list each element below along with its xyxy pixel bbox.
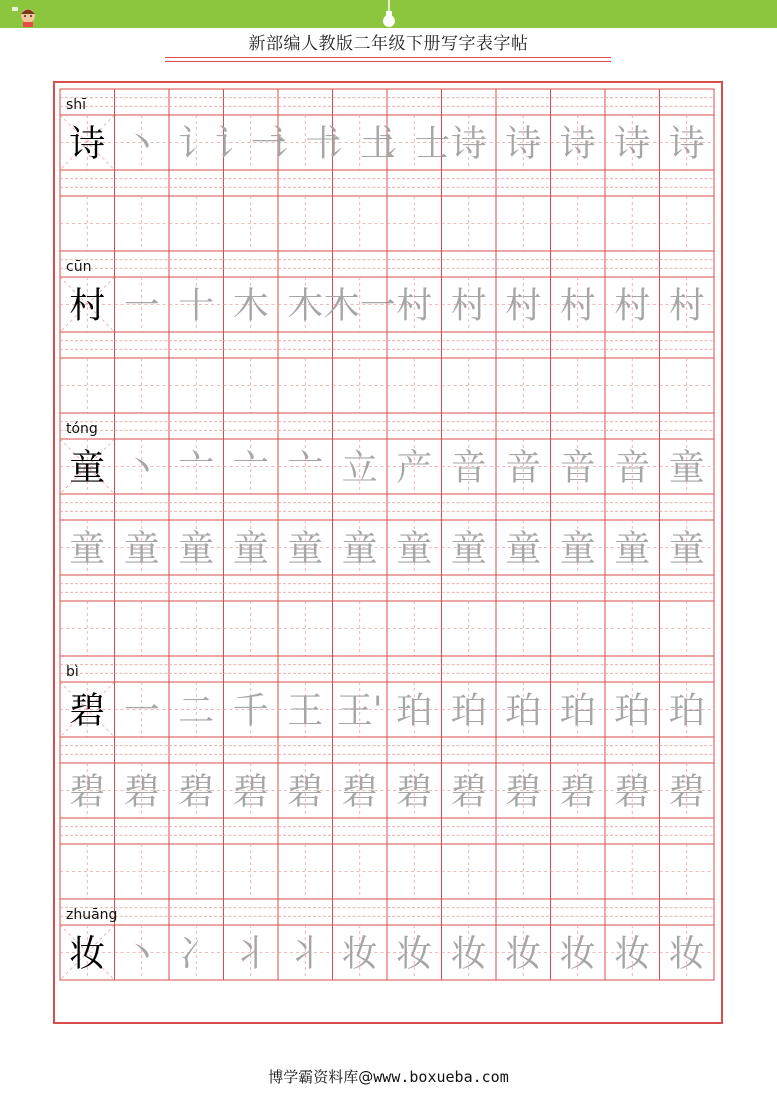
pinyin-label: tóng [66, 421, 98, 437]
practice-cell [278, 358, 333, 413]
stroke-step-character: 音 [505, 447, 542, 489]
model-character: 村 [69, 285, 106, 327]
practice-cell [278, 844, 333, 899]
practice-cell [387, 196, 442, 251]
stroke-step-character: 珀 [450, 690, 487, 732]
practice-cell [442, 196, 497, 251]
stroke-step-character: 木一 [323, 285, 396, 327]
pinyin-row [60, 575, 714, 601]
practice-cell [660, 196, 715, 251]
page-title: 新部编人教版二年级下册写字表字帖 [248, 34, 529, 54]
practice-cell [60, 844, 115, 899]
stroke-step-character: 讠十 [269, 123, 342, 165]
practice-cell [442, 358, 497, 413]
stroke-step-character: 冫 [178, 933, 215, 975]
practice-cell [660, 844, 715, 899]
practice-cell [224, 358, 279, 413]
stroke-step-character: 童 [668, 447, 705, 489]
stroke-step-character: 妆 [614, 933, 651, 975]
stroke-step-character: 童 [396, 528, 433, 570]
pinyin-row [60, 737, 714, 763]
practice-cell [60, 358, 115, 413]
stroke-step-character: 诗 [505, 123, 542, 165]
stroke-step-character: 木 [232, 285, 269, 327]
stroke-step-character: 王' [336, 690, 383, 732]
model-character: 诗 [69, 123, 106, 165]
pinyin-row [60, 818, 714, 844]
pinyin-row [60, 656, 714, 682]
pinyin-row [60, 413, 714, 439]
practice-cell [333, 358, 388, 413]
stroke-step-character: 碧 [123, 771, 160, 813]
pinyin-label: bì [66, 664, 79, 680]
stroke-step-character: 童 [668, 528, 705, 570]
stroke-step-character: 珀 [559, 690, 596, 732]
stroke-step-character: 产 [396, 447, 433, 489]
stroke-step-character: 碧 [614, 771, 651, 813]
practice-cell [605, 844, 660, 899]
practice-cell [387, 844, 442, 899]
practice-cell [333, 601, 388, 656]
stroke-step-character: 一 [123, 285, 160, 327]
stroke-step-character: 立 [341, 447, 378, 489]
model-character: 碧 [69, 690, 106, 732]
stroke-step-character: 妆 [505, 933, 542, 975]
stroke-step-character: 讠一 [214, 123, 287, 165]
stroke-step-character: 音 [614, 447, 651, 489]
mascot-icon [8, 3, 42, 27]
footer-source: 博学霸资料库@ [268, 1068, 374, 1086]
stroke-step-character: 丬 [287, 933, 324, 975]
stroke-step-character: 亠 [178, 447, 215, 489]
stroke-step-character: 碧 [232, 771, 269, 813]
practice-cell [605, 601, 660, 656]
lightbulb-icon [380, 0, 398, 30]
stroke-step-character: 碧 [559, 771, 596, 813]
stroke-step-character: 亠 [287, 447, 324, 489]
stroke-step-character: 丶 [123, 447, 160, 489]
practice-cell [660, 601, 715, 656]
stroke-step-character: 童 [232, 528, 269, 570]
practice-cell [278, 601, 333, 656]
stroke-step-character: 一 [123, 690, 160, 732]
practice-cell [60, 196, 115, 251]
model-character: 妆 [69, 933, 106, 975]
stroke-step-character: 珀 [396, 690, 433, 732]
stroke-step-character: 童 [559, 528, 596, 570]
pinyin-label: cūn [66, 259, 92, 275]
stroke-step-character: 碧 [668, 771, 705, 813]
pinyin-row [60, 899, 714, 925]
stroke-step-character: 村 [559, 285, 596, 327]
stroke-step-character: 讠 [178, 123, 215, 165]
practice-cell [115, 601, 170, 656]
stroke-step-character: 碧 [450, 771, 487, 813]
stroke-step-character: 童 [614, 528, 651, 570]
model-character: 童 [69, 447, 106, 489]
stroke-step-character: 妆 [559, 933, 596, 975]
practice-cell [115, 358, 170, 413]
practice-cell [224, 601, 279, 656]
stroke-step-character: 丬 [232, 933, 269, 975]
stroke-step-character: 妆 [396, 933, 433, 975]
stroke-step-character: 讠土 [323, 123, 396, 165]
practice-cell [442, 601, 497, 656]
practice-sheet [53, 81, 723, 1024]
stroke-step-character: 丶 [123, 123, 160, 165]
practice-cell [278, 196, 333, 251]
stroke-step-character: 千 [232, 690, 269, 732]
stroke-step-character: 童 [123, 528, 160, 570]
practice-cell [333, 196, 388, 251]
practice-cell [224, 844, 279, 899]
pinyin-row [60, 494, 714, 520]
practice-cell [551, 196, 606, 251]
stroke-step-character: 碧 [505, 771, 542, 813]
stroke-step-character: 木 [287, 285, 324, 327]
practice-cell [387, 358, 442, 413]
practice-cell [660, 358, 715, 413]
practice-cell [224, 196, 279, 251]
pinyin-label: shī [66, 97, 87, 113]
practice-cell [496, 844, 551, 899]
stroke-step-character: 亠 [232, 447, 269, 489]
stroke-step-character: 碧 [396, 771, 433, 813]
pinyin-row [60, 89, 714, 115]
practice-cell [169, 358, 224, 413]
footer [0, 1066, 777, 1087]
stroke-step-character: 童 [69, 528, 106, 570]
practice-cell [551, 844, 606, 899]
practice-cell [115, 844, 170, 899]
stroke-step-character: 珀 [505, 690, 542, 732]
practice-cell [115, 196, 170, 251]
pinyin-row [60, 170, 714, 196]
practice-cell [169, 601, 224, 656]
stroke-step-character: 碧 [341, 771, 378, 813]
stroke-step-character: 妆 [450, 933, 487, 975]
stroke-step-character: 童 [505, 528, 542, 570]
stroke-step-character: 童 [178, 528, 215, 570]
stroke-step-character: 音 [450, 447, 487, 489]
stroke-step-character: 村 [505, 285, 542, 327]
pinyin-row [60, 251, 714, 277]
practice-cell [60, 601, 115, 656]
stroke-step-character: 碧 [69, 771, 106, 813]
stroke-step-character: 童 [287, 528, 324, 570]
practice-cell [169, 196, 224, 251]
practice-cell [605, 358, 660, 413]
stroke-step-character: 十 [178, 285, 215, 327]
practice-cell [605, 196, 660, 251]
practice-cell [387, 601, 442, 656]
stroke-step-character: 诗 [668, 123, 705, 165]
stroke-step-character: 村 [396, 285, 433, 327]
stroke-step-character: 妆 [341, 933, 378, 975]
stroke-step-character: 碧 [178, 771, 215, 813]
practice-grid [55, 83, 721, 1022]
stroke-step-character: 音 [559, 447, 596, 489]
stroke-step-character: 童 [450, 528, 487, 570]
stroke-step-character: 村 [450, 285, 487, 327]
stroke-step-character: 王 [287, 690, 324, 732]
practice-cell [551, 358, 606, 413]
stroke-step-character: 诗 [614, 123, 651, 165]
practice-cell [496, 196, 551, 251]
stroke-step-character: 二 [178, 690, 215, 732]
footer-site: www.boxueba.com [373, 1068, 509, 1086]
title-underline [165, 57, 611, 58]
practice-cell [169, 844, 224, 899]
practice-cell [551, 601, 606, 656]
title-underline-secondary [165, 61, 611, 62]
stroke-step-character: 讠士 [378, 123, 451, 165]
stroke-step-character: 村 [614, 285, 651, 327]
pinyin-row [60, 332, 714, 358]
practice-cell [496, 358, 551, 413]
stroke-step-character: 童 [341, 528, 378, 570]
stroke-step-character: 诗 [559, 123, 596, 165]
practice-cell [333, 844, 388, 899]
stroke-step-character: 碧 [287, 771, 324, 813]
practice-cell [442, 844, 497, 899]
stroke-step-character: 诗 [450, 123, 487, 165]
pinyin-label: zhuāng [66, 907, 118, 923]
stroke-step-character: 珀 [614, 690, 651, 732]
stroke-step-character: 妆 [668, 933, 705, 975]
stroke-step-character: 村 [668, 285, 705, 327]
practice-cell [496, 601, 551, 656]
stroke-step-character: 丶 [123, 933, 160, 975]
stroke-step-character: 珀 [668, 690, 705, 732]
